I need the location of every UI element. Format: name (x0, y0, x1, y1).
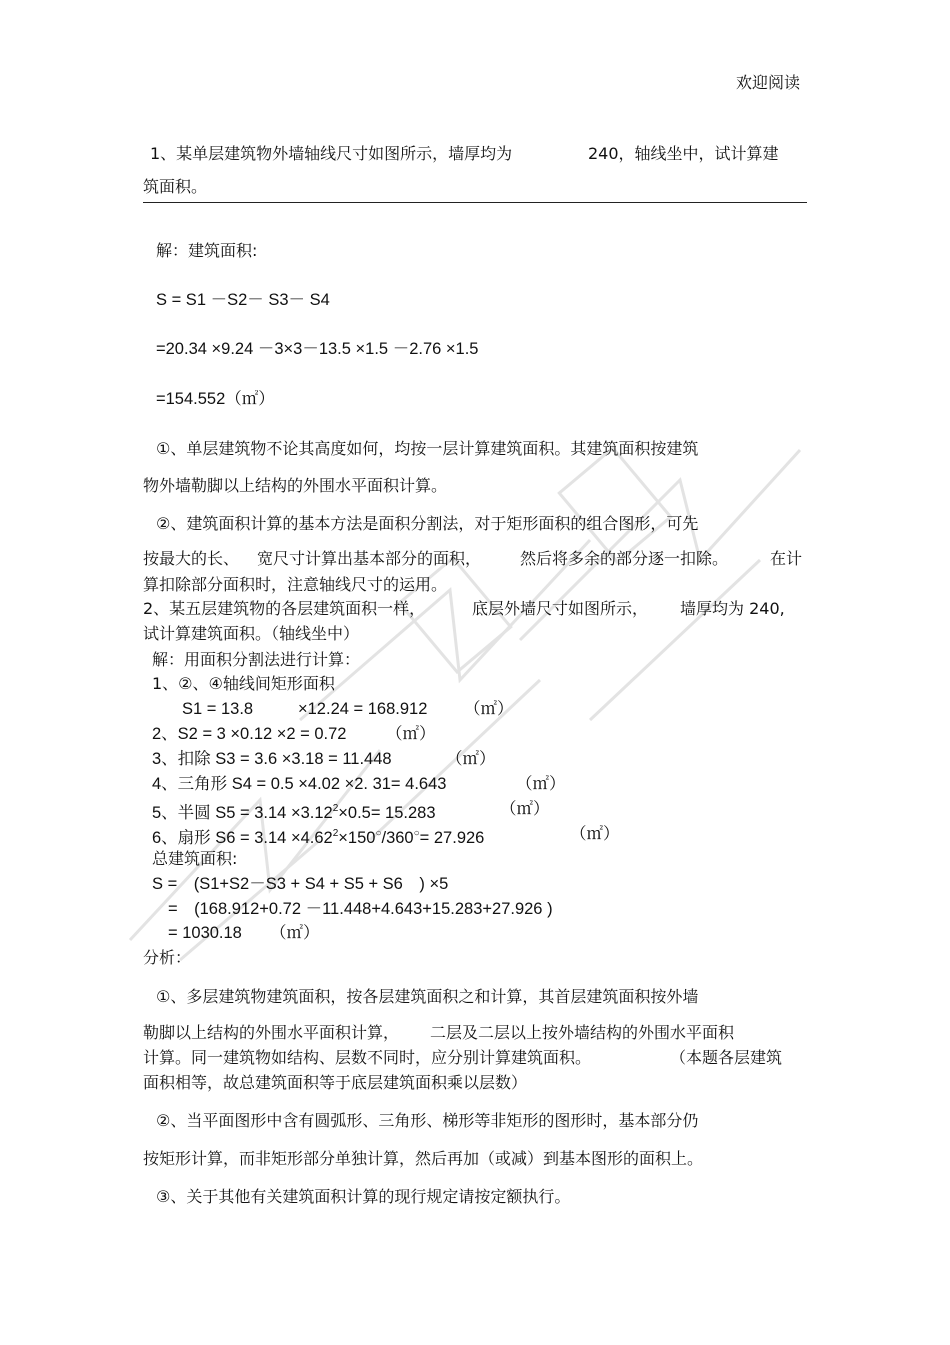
note-2-line-2-b: 宽尺寸计算出基本部分的面积， (257, 549, 482, 568)
step-5-b: ×0.5= 15.283 (338, 804, 436, 822)
note-2-line-2-c: 然后将多余的部分逐一扣除。 (520, 549, 729, 568)
analysis-3: ③、关于其他有关建筑面积计算的现行规定请按定额执行。 (156, 1187, 571, 1206)
formula-3: =154.552（㎡） (156, 390, 275, 408)
question-2-line-1-a: 2、某五层建筑物的各层建筑面积一样， (143, 599, 426, 618)
step-3-a: 3、扣除 S3 = 3.6 ×3.18 = 11.448 (152, 750, 392, 768)
analysis-1-line-3-b: （本题各层建筑 (670, 1048, 783, 1067)
total-result-unit: （㎡） (270, 924, 320, 942)
analysis-2-line-1: ②、当平面图形中含有圆弧形、三角形、梯形等非矩形的图形时，基本部分仍 (156, 1111, 699, 1130)
step-6-b: ×150 (338, 829, 376, 847)
question-2-line-2: 试计算建筑面积。（轴线坐中） (143, 624, 360, 643)
step-1-s1-b: ×12.24 = 168.912 (298, 700, 428, 718)
question-1-line-2: 筑面积。 (143, 177, 208, 196)
step-3-unit: （㎡） (446, 750, 496, 768)
step-5-a: 5、半圆 S5 = 3.14 ×3.12 (152, 804, 333, 822)
analysis-title: 分析： (143, 948, 192, 967)
solution-2-intro: 解：用面积分割法进行计算： (152, 650, 361, 669)
step-4-unit: （㎡） (516, 775, 566, 793)
analysis-1-line-2-b: 二层及二层以上按外墙结构的外围水平面积 (430, 1023, 735, 1042)
analysis-2-line-2: 按矩形计算，而非矩形部分单独计算，然后再加（或减）到基本图形的面积上。 (143, 1149, 704, 1168)
note-1-line-2: 物外墙勒脚以上结构的外围水平面积计算。 (143, 476, 448, 495)
step-5-unit: （㎡） (500, 800, 550, 818)
formula-1: S = S1 －S2－ S3－ S4 (156, 291, 330, 309)
question-2-line-1-c: 墙厚均为 240, (680, 599, 785, 618)
note-2-line-3: 算扣除部分面积时，注意轴线尺寸的运用。 (143, 575, 448, 594)
step-1-s1-a: S1 = 13.8 (182, 700, 254, 718)
step-5 (152, 798, 436, 824)
page-header: 欢迎阅读 (736, 73, 801, 92)
step-6 (152, 823, 484, 849)
solution-1-intro: 解：建筑面积: (156, 241, 258, 260)
analysis-1-line-4: 面积相等，故总建筑面积等于底层建筑面积乘以层数） (143, 1073, 528, 1092)
step-6-unit: （㎡） (570, 825, 620, 843)
total-formula-1: S = (S1+S2－S3 + S4 + S5 + S6 ) ×5 (152, 875, 449, 893)
step-6-exponent: 2 (332, 828, 339, 839)
analysis-1-line-2-a: 勒脚以上结构的外围水平面积计算， (143, 1023, 400, 1042)
analysis-1-line-1: ①、多层建筑物建筑面积，按各层建筑面积之和计算，其首层建筑面积按外墙 (156, 987, 699, 1006)
question-1-line-1-cont: 240，轴线坐中，试计算建 (588, 144, 779, 163)
step-6-degree-1: ○ (375, 828, 382, 839)
note-2-line-2-a: 按最大的长、 (143, 549, 240, 568)
step-2-a: 2、S2 = 3 ×0.12 ×2 = 0.72 (152, 725, 347, 743)
step-2-unit: （㎡） (386, 725, 436, 743)
question-2-line-1-b: 底层外墙尺寸如图所示， (472, 599, 649, 618)
note-2-line-2-d: 在计 (770, 549, 803, 568)
total-result: = 1030.18 (168, 924, 242, 942)
formula-2: =20.34 ×9.24 －3×3－13.5 ×1.5 －2.76 ×1.5 (156, 340, 479, 358)
divider-line (143, 202, 807, 203)
question-1-line-1: 1、某单层建筑物外墙轴线尺寸如图所示，墙厚均为 (150, 144, 513, 163)
note-1-line-1: ①、单层建筑物不论其高度如何，均按一层计算建筑面积。其建筑面积按建筑 (156, 439, 699, 458)
analysis-1-line-3-a: 计算。同一建筑物如结构、层数不同时，应分别计算建筑面积。 (143, 1048, 592, 1067)
note-2-line-1: ②、建筑面积计算的基本方法是面积分割法，对于矩形面积的组合图形，可先 (156, 514, 699, 533)
step-1-s1-unit: （㎡） (464, 700, 514, 718)
step-4-a: 4、三角形 S4 = 0.5 ×4.02 ×2. 31= 4.643 (152, 775, 447, 793)
step-1-title: 1、②、④轴线间矩形面积 (152, 674, 335, 693)
total-title: 总建筑面积: (152, 849, 238, 868)
step-5-exponent: 2 (332, 803, 339, 814)
total-formula-2: = (168.912+0.72 －11.448+4.643+15.283+27.926 ) (168, 900, 553, 918)
step-6-d: = 27.926 (419, 829, 485, 847)
step-6-c: /360 (381, 829, 414, 847)
step-6-degree-2: ○ (413, 828, 420, 839)
step-6-a: 6、扇形 S6 = 3.14 ×4.62 (152, 829, 333, 847)
